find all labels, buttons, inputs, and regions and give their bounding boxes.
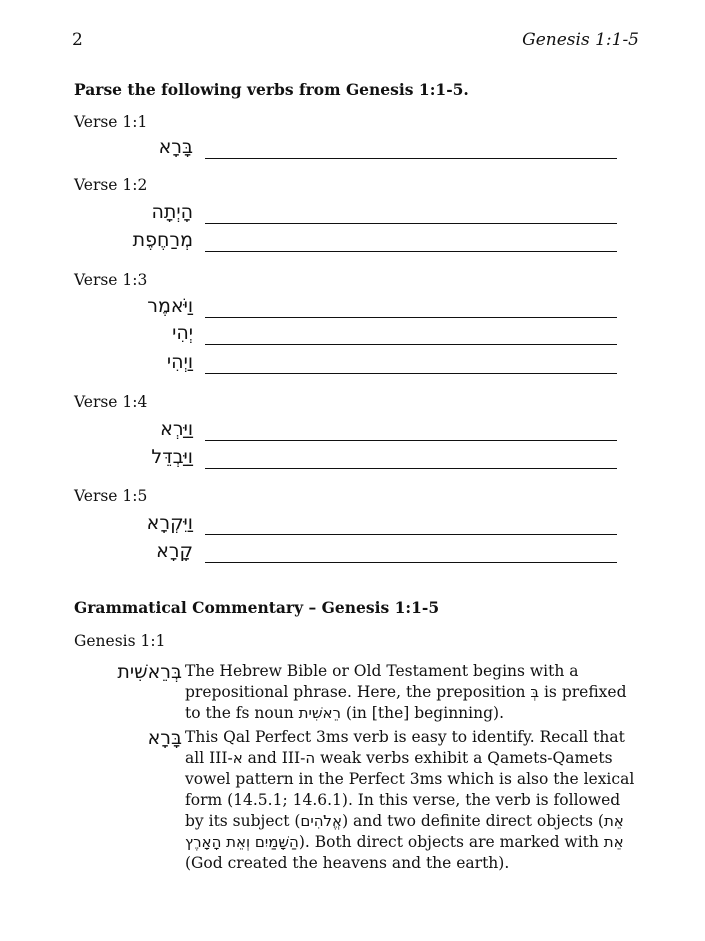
answer-line[interactable] bbox=[205, 440, 617, 441]
verb-row bbox=[0, 351, 705, 381]
text-run: and III- bbox=[242, 749, 306, 767]
page-number: 2 bbox=[72, 30, 83, 50]
verb-row bbox=[0, 229, 705, 259]
verb-row bbox=[0, 512, 705, 542]
verse-label: Verse 1:1 bbox=[74, 113, 148, 131]
hebrew-inline: אֵת הַשָּׁמַיִם וְאֵת הָאָרֶץ bbox=[185, 812, 624, 851]
hebrew-inline: א bbox=[232, 749, 243, 767]
text-run: This Qal Perfect 3ms verb is easy to identify. Recall that all III- bbox=[185, 728, 625, 767]
parse-section-heading: Parse the following verbs from Genesis 1:1-5. bbox=[74, 80, 469, 99]
hebrew-inline: אֵת bbox=[603, 833, 624, 851]
answer-line[interactable] bbox=[205, 373, 617, 374]
hebrew-verb: יְהִי bbox=[172, 322, 193, 344]
commentary-heading: Grammatical Commentary – Genesis 1:1-5 bbox=[74, 598, 440, 617]
hebrew-verb: וַיַּבְדֵּל bbox=[151, 446, 193, 468]
answer-line[interactable] bbox=[205, 223, 617, 224]
verb-row bbox=[0, 540, 705, 570]
answer-line[interactable] bbox=[205, 534, 617, 535]
verb-row bbox=[0, 201, 705, 231]
text-run: ). Both direct objects are marked with bbox=[298, 833, 604, 851]
text-run: is prefixed to the fs noun bbox=[185, 683, 627, 722]
hebrew-verb: וַיְהִי bbox=[166, 351, 193, 373]
answer-line[interactable] bbox=[205, 317, 617, 318]
hebrew-verb: וַיִּקְרָא bbox=[146, 512, 193, 534]
text-run: (God created the heavens and the earth). bbox=[185, 854, 510, 872]
hebrew-verb: וַיֹּאמֶר bbox=[147, 295, 193, 317]
text-run: ) and two definite direct objects ( bbox=[342, 812, 604, 830]
commentary-subheading: Genesis 1:1 bbox=[74, 632, 166, 650]
hebrew-inline: אֱלֹהִים bbox=[300, 812, 343, 830]
hebrew-inline: ה bbox=[305, 749, 316, 767]
hebrew-inline: רֵאשִׁית bbox=[298, 704, 341, 722]
answer-line[interactable] bbox=[205, 158, 617, 159]
commentary-text bbox=[185, 661, 635, 724]
verb-row bbox=[0, 295, 705, 325]
answer-line[interactable] bbox=[205, 251, 617, 252]
text-run: (in [the] beginning). bbox=[340, 704, 504, 722]
answer-line[interactable] bbox=[205, 468, 617, 469]
answer-line[interactable] bbox=[205, 344, 617, 345]
commentary-text bbox=[185, 727, 635, 874]
text-run: weak verbs exhibit a Qamets-Qamets vowel pattern in the Perfect 3ms which is also the lexical form (14.5.1; 14.6.1). In this verse, the verb is followed by its subject ( bbox=[185, 749, 635, 830]
verse-label: Verse 1:5 bbox=[74, 487, 148, 505]
hebrew-verb: קָרָא bbox=[156, 540, 193, 562]
text-run: The Hebrew Bible or Old Testament begins with a prepositional phrase. Here, the preposition bbox=[185, 662, 579, 701]
hebrew-inline: בְּ bbox=[530, 683, 540, 701]
verse-label: Verse 1:4 bbox=[74, 393, 148, 411]
verse-label: Verse 1:2 bbox=[74, 176, 148, 194]
hebrew-verb: בָּרָא bbox=[158, 136, 193, 158]
verb-row bbox=[0, 136, 705, 166]
verb-row bbox=[0, 446, 705, 476]
answer-line[interactable] bbox=[205, 562, 617, 563]
verb-row bbox=[0, 418, 705, 448]
verb-row bbox=[0, 322, 705, 352]
verse-label: Verse 1:3 bbox=[74, 271, 148, 289]
running-head: Genesis 1:1-5 bbox=[522, 30, 639, 50]
hebrew-verb: מְרַחֶפֶת bbox=[132, 229, 193, 251]
hebrew-verb: הָיְתָה bbox=[151, 201, 193, 223]
commentary-term: בְּרֵאשִׁית bbox=[117, 661, 182, 683]
commentary-term: בָּרָא bbox=[147, 727, 182, 749]
hebrew-verb: וַיַּרְא bbox=[160, 418, 193, 440]
